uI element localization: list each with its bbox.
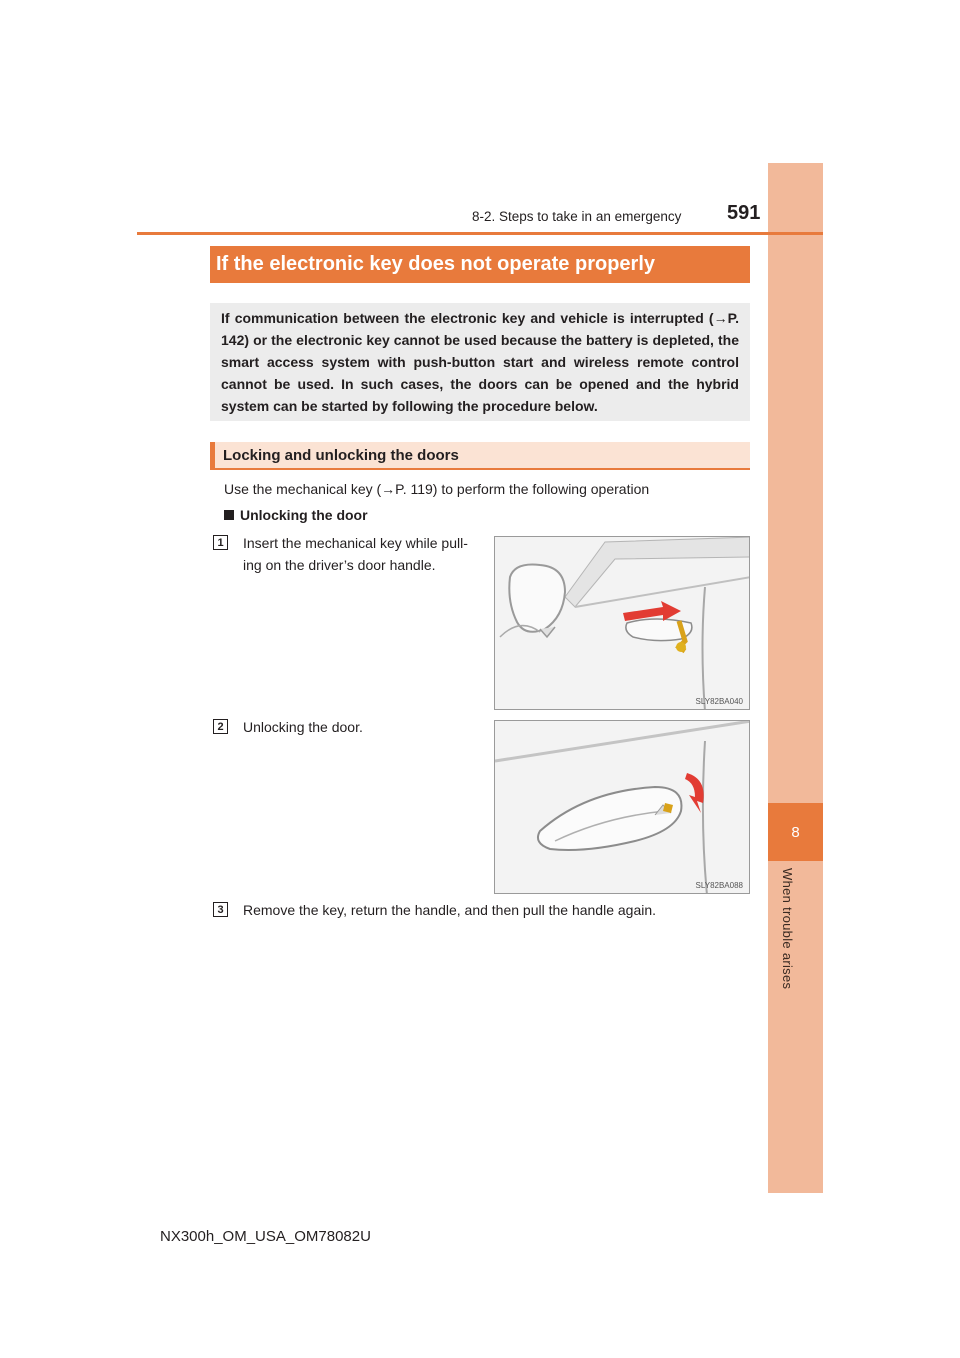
door-illustration-2 — [495, 721, 750, 894]
figure-door-handle-insert-key — [494, 536, 750, 710]
figure-1-code: SLY82BA040 — [695, 697, 743, 706]
step-2-text: Unlocking the door. — [243, 719, 363, 735]
header-divider — [137, 232, 823, 235]
step-number-1: 1 — [213, 535, 228, 550]
subsection-text: Unlocking the door — [240, 507, 368, 523]
section-label: 8-2. Steps to take in an emergency — [472, 209, 682, 224]
subheading — [210, 442, 750, 470]
chapter-label: When trouble arises — [780, 868, 795, 990]
step-1-text-line2: ing on the driver’s door handle. — [243, 557, 436, 573]
step-3-text: Remove the key, return the handle, and then pull the handle again. — [243, 902, 657, 918]
chapter-number: 8 — [768, 803, 823, 861]
subsection-heading — [224, 504, 368, 526]
step-number-3: 3 — [213, 902, 228, 917]
door-illustration-1 — [495, 537, 750, 710]
intro-paragraph: If communication between the electronic key and vehicle is interrupted (→P. 142) or the electronic key cannot be used because the battery is depleted, the smart access system with push-button start and wireless remote control cannot be used. In such cases, the doors can be opened and the hybrid system can be started by following the procedure below. — [210, 303, 750, 421]
document-footer-code: NX300h_OM_USA_OM78082U — [160, 1228, 371, 1245]
bullet-square-icon — [224, 510, 234, 520]
chapter-side-tab — [768, 163, 823, 1193]
step-number-2: 2 — [213, 719, 228, 734]
step-1-text-line1: Insert the mechanical key while pull- — [243, 535, 468, 551]
figure-2-code: SLY82BA088 — [695, 881, 743, 890]
subheading-text: Locking and unlocking the doors — [223, 446, 459, 464]
page-number: 591 — [727, 202, 761, 224]
figure-door-handle-unlock — [494, 720, 750, 894]
instruction-text: Use the mechanical key (→P. 119) to perform the following operation — [224, 481, 650, 497]
page-title: If the electronic key does not operate properly — [210, 246, 750, 283]
